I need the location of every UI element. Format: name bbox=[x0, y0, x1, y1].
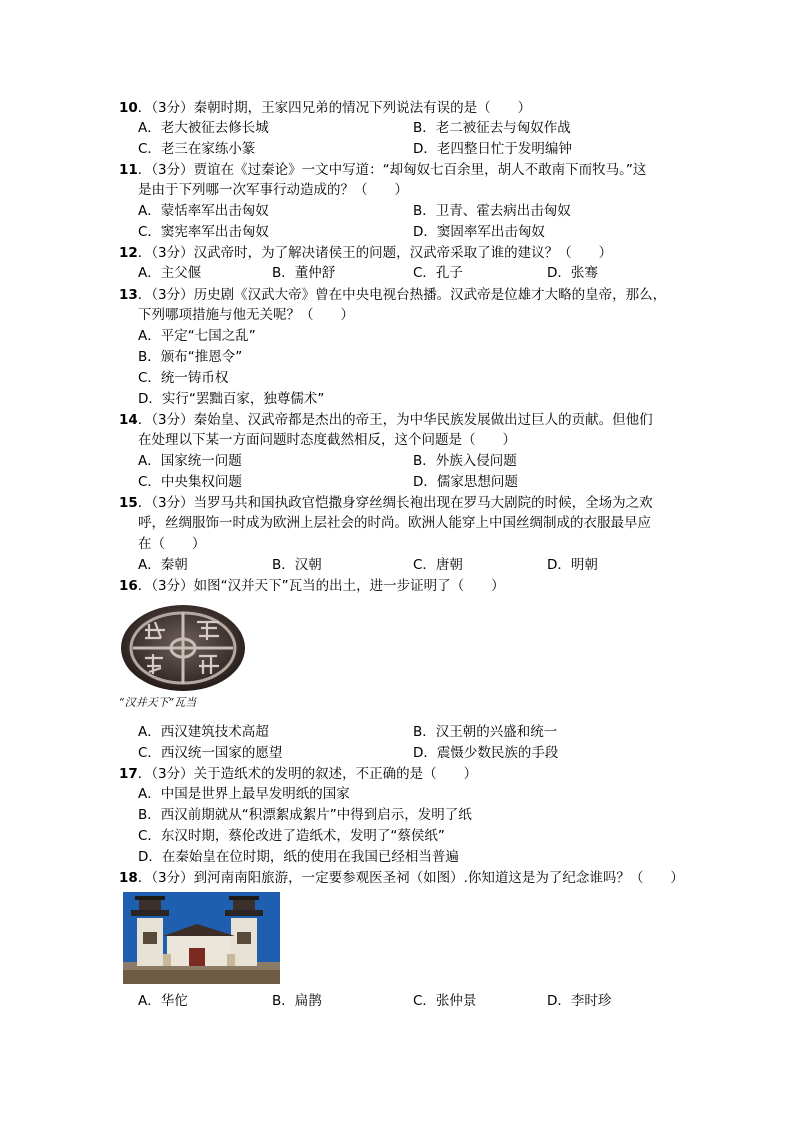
question-11-stem-cont: 是由于下列哪一次军事行动造成的？（ ） bbox=[138, 182, 408, 198]
question-18-stem: 18．（3分）到河南南阳旅游，一定要参观医圣祠（如图）.你知道这是为了纪念谁吗？（ ） bbox=[119, 870, 684, 886]
q16-option-c[interactable]: C．西汉统一国家的愿望 bbox=[138, 745, 283, 761]
q14-option-c[interactable]: C．中央集权问题 bbox=[138, 474, 242, 490]
q10-option-a[interactable]: A．老大被征去修长城 bbox=[138, 120, 269, 136]
question-15-stem-cont-2: 在（ ） bbox=[138, 536, 206, 552]
question-12-stem: 12．（3分）汉武帝时，为了解决诸侯王的问题，汉武帝采取了谁的建议？（ ） bbox=[119, 245, 613, 261]
q11-option-b[interactable]: B．卫青、霍去病出击匈奴 bbox=[413, 203, 571, 219]
q12-option-d[interactable]: D．张骞 bbox=[547, 265, 598, 281]
q17-option-c[interactable]: C．东汉时期，蔡伦改进了造纸术，发明了“蔡侯纸” bbox=[138, 828, 445, 844]
q17-option-d[interactable]: D．在秦始皇在位时期，纸的使用在我国已经相当普遍 bbox=[138, 849, 459, 865]
q10-option-b[interactable]: B．老二被征去与匈奴作战 bbox=[413, 120, 571, 136]
question-10-stem: 10．（3分）秦朝时期，王家四兄弟的情况下列说法有误的是（ ） bbox=[119, 100, 532, 116]
q15-option-a[interactable]: A．秦朝 bbox=[138, 557, 188, 573]
q15-option-b[interactable]: B．汉朝 bbox=[272, 557, 322, 573]
q12-option-a[interactable]: A．主父偃 bbox=[138, 265, 202, 281]
question-15-stem: 15．（3分）当罗马共和国执政官恺撒身穿丝绸长袍出现在罗马大剧院的时候，全场为之欢 bbox=[119, 495, 653, 511]
q16-option-b[interactable]: B．汉王朝的兴盛和统一 bbox=[413, 724, 558, 740]
question-13-stem: 13．（3分）历史剧《汉武大帝》曾在中央电视台热播。汉武帝是位雄才大略的皇帝，那么， bbox=[119, 287, 667, 303]
question-17-stem: 17．（3分）关于造纸术的发明的叙述，不正确的是（ ） bbox=[119, 766, 478, 782]
q11-option-d[interactable]: D．窦固率军出击匈奴 bbox=[413, 224, 545, 240]
question-13-stem-cont: 下列哪项措施与他无关呢？（ ） bbox=[138, 307, 354, 323]
q14-option-a[interactable]: A．国家统一问题 bbox=[138, 453, 242, 469]
shrine-photo bbox=[123, 892, 280, 984]
q18-option-c[interactable]: C．张仲景 bbox=[413, 993, 477, 1009]
q15-option-c[interactable]: C．唐朝 bbox=[413, 557, 463, 573]
question-15-stem-cont: 呼，丝绸服饰一时成为欧洲上层社会的时尚。欧洲人能穿上中国丝绸制成的衣服最早应 bbox=[138, 515, 651, 531]
q13-option-b[interactable]: B．颁布“推恩令” bbox=[138, 349, 243, 365]
q14-option-b[interactable]: B．外族入侵问题 bbox=[413, 453, 517, 469]
q13-option-c[interactable]: C．统一铸币权 bbox=[138, 370, 229, 386]
q14-option-d[interactable]: D．儒家思想问题 bbox=[413, 474, 518, 490]
q16-option-d[interactable]: D．震慑少数民族的手段 bbox=[413, 745, 559, 761]
question-11-stem: 11．（3分）贾谊在《过秦论》一文中写道：“却匈奴七百余里，胡人不敢南下而牧马。”这 bbox=[119, 162, 647, 178]
q12-option-c[interactable]: C．孔子 bbox=[413, 265, 463, 281]
question-14-stem: 14．（3分）秦始皇、汉武帝都是杰出的帝王，为中华民族发展做出过巨人的贡献。但他们 bbox=[119, 412, 653, 428]
q17-option-a[interactable]: A．中国是世界上最早发明纸的国家 bbox=[138, 786, 350, 802]
question-14-stem-cont: 在处理以下某一方面问题时态度截然相反，这个问题是（ ） bbox=[138, 432, 516, 448]
q18-option-d[interactable]: D．李时珍 bbox=[547, 993, 612, 1009]
figure-16-caption: “汉并天下”瓦当 bbox=[119, 696, 197, 709]
q18-option-a[interactable]: A．华佗 bbox=[138, 993, 188, 1009]
q13-option-a[interactable]: A．平定“七国之乱” bbox=[138, 328, 256, 344]
roof-tile-image bbox=[119, 600, 247, 692]
q11-option-c[interactable]: C．窦宪率军出击匈奴 bbox=[138, 224, 269, 240]
q16-option-a[interactable]: A．西汉建筑技术高超 bbox=[138, 724, 269, 740]
q12-option-b[interactable]: B．董仲舒 bbox=[272, 265, 336, 281]
q17-option-b[interactable]: B．西汉前期就从“积漂絮成絮片”中得到启示，发明了纸 bbox=[138, 807, 472, 823]
q11-option-a[interactable]: A．蒙恬率军出击匈奴 bbox=[138, 203, 269, 219]
q18-option-b[interactable]: B．扁鹊 bbox=[272, 993, 322, 1009]
q13-option-d[interactable]: D．实行“罢黜百家，独尊儒术” bbox=[138, 391, 325, 407]
q10-option-c[interactable]: C．老三在家练小篆 bbox=[138, 141, 256, 157]
q10-option-d[interactable]: D．老四整日忙于发明编钟 bbox=[413, 141, 572, 157]
question-16-stem: 16．（3分）如图“汉并天下”瓦当的出土，进一步证明了（ ） bbox=[119, 578, 505, 594]
q15-option-d[interactable]: D．明朝 bbox=[547, 557, 598, 573]
